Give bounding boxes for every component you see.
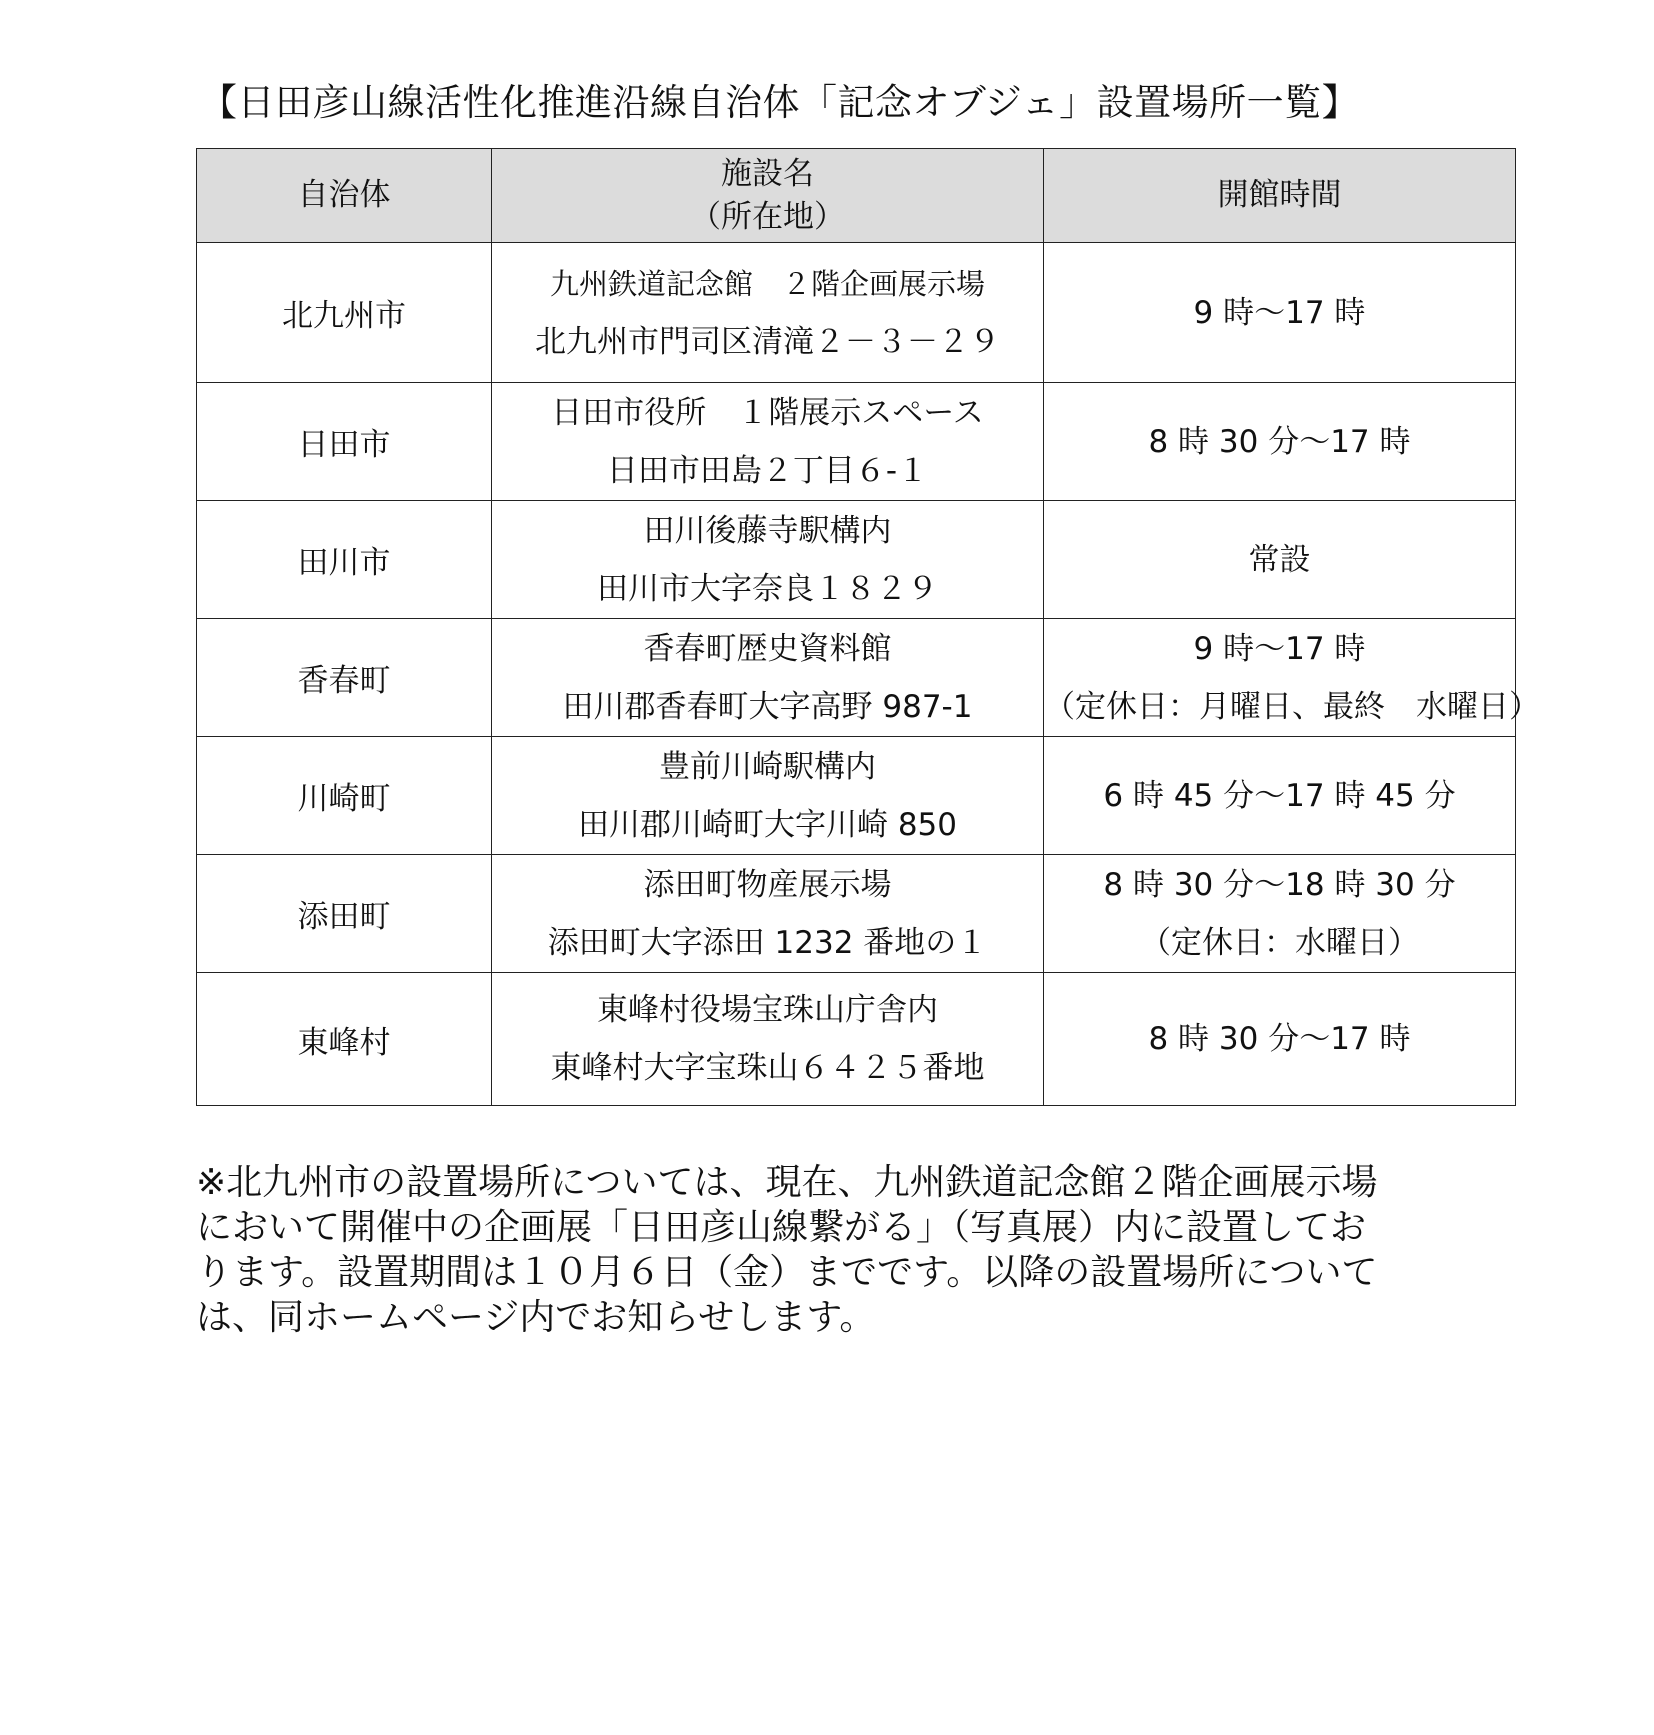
table-row [197, 619, 1516, 737]
hours-text: 8 時 30 分～18 時 30 分 [1103, 866, 1456, 903]
table-row [197, 383, 1516, 501]
hours-text: 常設 [1248, 541, 1311, 578]
facility-address: 田川市大字奈良１８２９ [597, 570, 938, 607]
header-facility-name: 施設名 [721, 155, 814, 192]
header-hours: 開館時間 [1044, 149, 1516, 243]
facility-cell [492, 737, 1044, 855]
hours-text: 9 時～17 時 [1193, 630, 1366, 667]
table-row [197, 855, 1516, 973]
municipality-cell: 日田市 [197, 383, 492, 501]
facility-address: 田川郡川崎町大字川崎 850 [577, 806, 958, 843]
facility-name: 豊前川崎駅構内 [659, 748, 876, 785]
facility-cell [492, 501, 1044, 619]
table-row [197, 973, 1516, 1106]
header-facility-location: （所在地） [690, 198, 845, 235]
hours-text: 8 時 30 分～17 時 [1148, 423, 1411, 460]
facility-name: 九州鉄道記念館 ２階企画展示場 [549, 266, 985, 301]
table-header-row [197, 149, 1516, 243]
facility-cell [492, 383, 1044, 501]
hours-text: 9 時～17 時 [1193, 294, 1366, 331]
footnote-line: は、同ホームページ内でお知らせします。 [196, 1297, 876, 1338]
municipality-cell: 北九州市 [197, 243, 492, 383]
hours-text: 6 時 45 分～17 時 45 分 [1103, 777, 1456, 814]
hours-cell [1044, 973, 1516, 1106]
facility-cell [492, 855, 1044, 973]
hours-cell [1044, 383, 1516, 501]
footnote [196, 1160, 1496, 1340]
facility-address: 北九州市門司区清滝２－３－２９ [535, 323, 1000, 360]
municipality-cell: 東峰村 [197, 973, 492, 1106]
facility-address: 東峰村大字宝珠山６４２５番地 [550, 1050, 985, 1086]
hours-cell [1044, 501, 1516, 619]
municipality-cell: 川崎町 [197, 737, 492, 855]
footnote-line: ります。設置期間は１０月６日（金）までです。以降の設置場所について [196, 1252, 1378, 1293]
facility-name: 添田町物産展示場 [643, 866, 892, 903]
footnote-line: において開催中の企画展「日田彦山線繋がる」（写真展）内に設置してお [196, 1207, 1367, 1248]
hours-cell [1044, 243, 1516, 383]
closed-days-text: （定休日：水曜日） [1140, 924, 1419, 961]
header-municipality: 自治体 [197, 149, 492, 243]
facility-address: 添田町大字添田 1232 番地の１ [547, 924, 988, 961]
facility-address: 日田市田島２丁目６-１ [606, 452, 929, 489]
facility-name: 田川後藤寺駅構内 [643, 512, 892, 549]
facility-cell [492, 973, 1044, 1106]
facility-name: 日田市役所 １階展示スペース [551, 394, 984, 431]
table-row [197, 737, 1516, 855]
facility-name: 東峰村役場宝珠山庁舎内 [597, 992, 938, 1028]
document-title: 【日田彦山線活性化推進沿線自治体「記念オブジェ」設置場所一覧】 [200, 81, 1360, 124]
closed-days-text: （定休日：月曜日、最終 水曜日） [1044, 688, 1540, 725]
municipality-cell: 田川市 [197, 501, 492, 619]
municipality-cell: 添田町 [197, 855, 492, 973]
header-facility [492, 149, 1044, 243]
facility-cell [492, 619, 1044, 737]
municipality-cell: 香春町 [197, 619, 492, 737]
facility-address: 田川郡香春町大字高野 987-1 [562, 688, 973, 725]
facility-cell [492, 243, 1044, 383]
hours-text: 8 時 30 分～17 時 [1148, 1021, 1411, 1057]
table-row [197, 243, 1516, 383]
table-row [197, 501, 1516, 619]
hours-cell [1044, 737, 1516, 855]
footnote-line: ※北九州市の設置場所については、現在、九州鉄道記念館２階企画展示場 [196, 1162, 1378, 1203]
facility-name: 香春町歴史資料館 [643, 630, 892, 667]
hours-cell [1044, 619, 1540, 737]
hours-cell [1044, 855, 1516, 973]
installation-sites-table [196, 148, 1540, 1106]
